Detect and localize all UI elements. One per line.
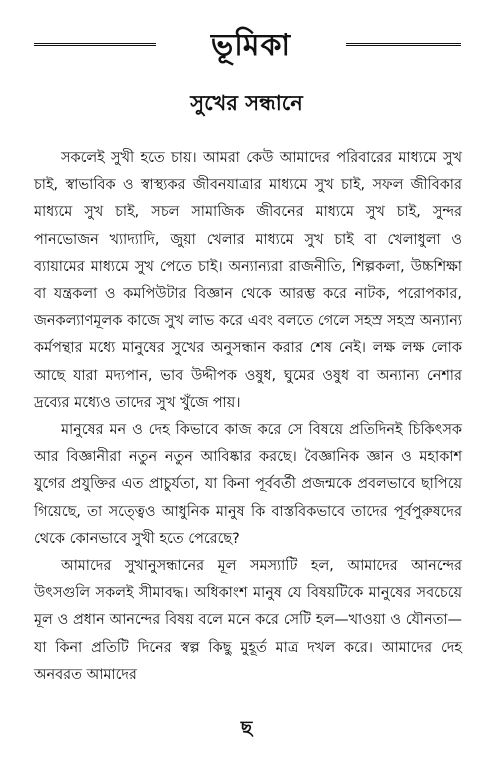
section-header xyxy=(0,26,493,66)
paragraph-1: সকলেই সুখী হতে চায়। আমরা কেউ আমাদের পরিবারের মাধ্যমে সুখ চাই, স্বাভাবিক ও স্বাস্থ্যকর জীবনযাত্রার মাধ্যমে সুখ চাই, সফল জীবিকার মাধ্যমে সুখ চাই, সচল সামাজিক জীবনের মাধ্যমে সুখ চাই, সুন্দর পানভোজন খ্যাদ্যাদি, জুয়া খেলার মাধ্যমে সুখ চাই বা খেলাধুলা ও ব্যায়ামের মাধ্যমে সুখ পেতে চাই। অন্যান্যরা রাজনীতি, শিল্পকলা, উচ্চশিক্ষা বা যন্ত্রকলা ও কমপিউটার বিজ্ঞান থেকে আরম্ভ করে নাটক, পরোপকার, জনকল্যাণমূলক কাজে সুখ লাভ করে এবং বলতে গেলে সহস্র সহস্র অন্যান্য কর্মপন্থার মধ্যে মানুষের সুখের অনুসন্ধান করার শেষ নেই। লক্ষ লক্ষ লোক আছে যারা মদ্যপান, ভাব উদ্দীপক ওষুধ, ঘুমের ওষুধ বা অন্যান্য নেশার দ্রব্যের মধ্যেও তাদের সুখ খুঁজে পায়। xyxy=(34,150,462,411)
paragraph-2: মানুষের মন ও দেহ কিভাবে কাজ করে সে বিষয়ে প্রতিদিনই চিকিৎসক আর বিজ্ঞানীরা নতুন নতুন আবিষ্কার করছে। বৈজ্ঞানিক জ্ঞান ও মহাকাশ যুগের প্রযুক্তির এত প্রাচুর্যতা, যা কিনা পূর্ববর্তী প্রজন্মকে প্রবলভাবে ছাপিয়ে গিয়েছে, তা সত্ত্বেও আধুনিক মানুষ কি বাস্তবিকভাবে তাদের পূর্বপুরুষদের থেকে কোনভাবে সুখী হতে পেরেছে? xyxy=(34,422,462,547)
header-rule-right xyxy=(346,43,461,46)
header-rule-left xyxy=(34,43,156,46)
page-folio: ছ xyxy=(240,717,253,739)
body-text xyxy=(34,145,462,689)
paragraph-3: আমাদের সুখানুসন্ধানের মূল সমস্যাটি হল, আমাদের আনন্দের উৎসগুলি সকলই সীমাবদ্ধ। অধিকাংশ মানুষ যে বিষয়টিকে মানুষের সবচেয়ে মূল ও প্রধান আনন্দের বিষয় বলে মনে করে সেটি হল—খাওয়া ও যৌনতা—যা কিনা প্রতিটি দিনের স্বল্প কিছু মুহূর্ত মাত্র দখল করে। আমাদের দেহ অনবরত আমাদের xyxy=(34,558,462,683)
chapter-title: সুখের সন্ধানে xyxy=(190,91,303,115)
section-title: ভূমিকা xyxy=(210,28,292,63)
